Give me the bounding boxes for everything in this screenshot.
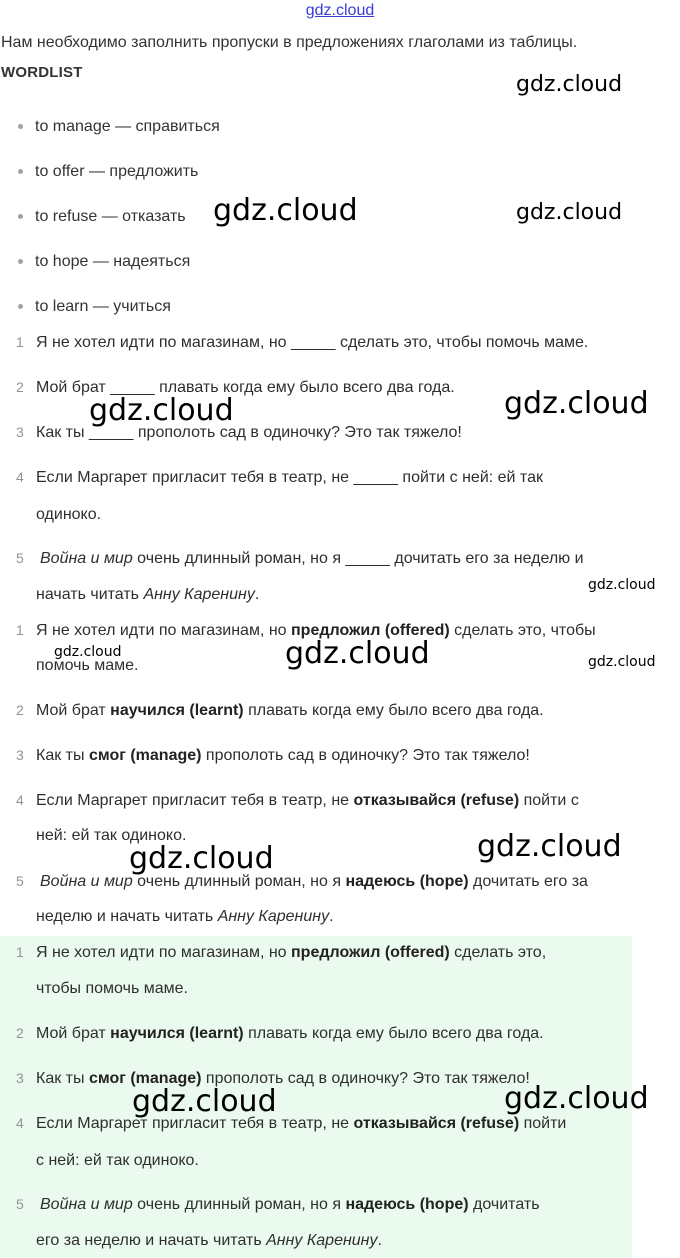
site-link[interactable]: gdz.cloud [305,2,375,19]
watermark: gdz.cloud [516,200,623,225]
wordlist-item: to offer — предложить [18,163,198,181]
watermark: gdz.cloud [213,193,358,228]
wordlist-item: to manage — справиться [18,118,220,136]
watermark: gdz.cloud [129,841,274,876]
watermark: gdz.cloud [132,1084,277,1119]
bullet-icon [18,169,23,174]
bullet-icon [18,214,23,219]
watermark: gdz.cloud [477,829,622,864]
watermark: gdz.cloud [89,393,234,428]
watermark: gdz.cloud [588,654,656,670]
watermark: gdz.cloud [54,644,122,660]
watermark: gdz.cloud [516,72,623,97]
watermark: gdz.cloud [285,636,430,671]
bullet-icon [18,304,23,309]
intro-text: Нам необходимо заполнить пропуски в предложениях глаголами из таблицы. [1,34,578,51]
bullet-icon [18,124,23,129]
wordlist-item: to refuse — отказать [18,208,186,226]
wordlist-heading: WORDLIST [1,64,83,81]
watermark: gdz.cloud [588,577,656,593]
wordlist-item: to learn — учиться [18,298,171,316]
bullet-icon [18,259,23,264]
watermark: gdz.cloud [504,386,649,421]
wordlist-item: to hope — надеяться [18,253,190,271]
watermark: gdz.cloud [504,1081,649,1116]
